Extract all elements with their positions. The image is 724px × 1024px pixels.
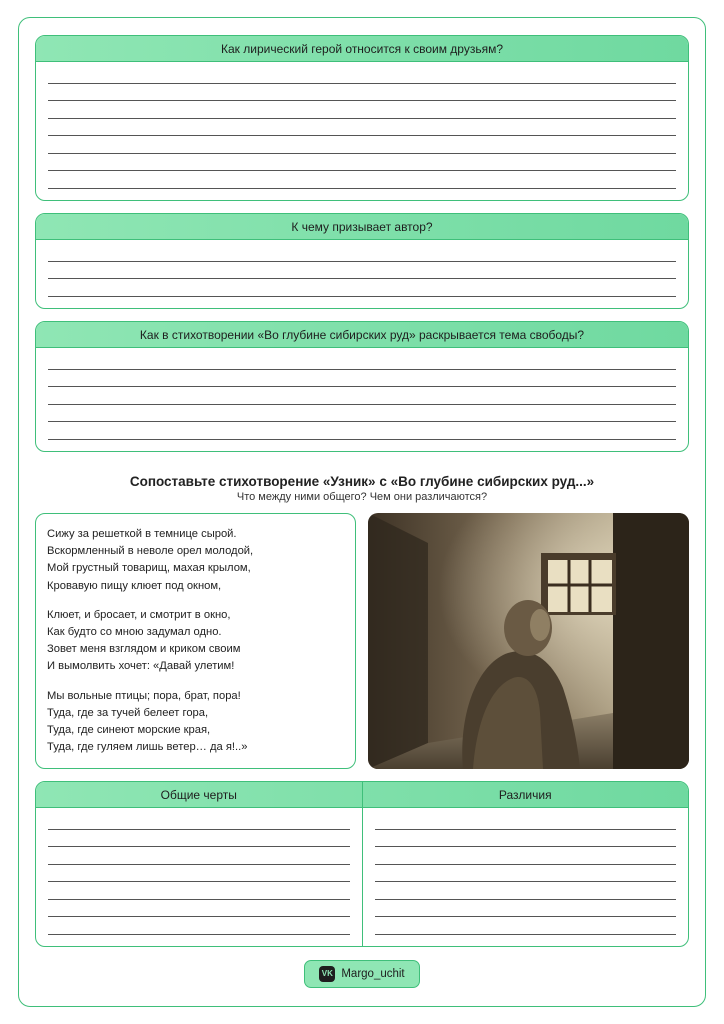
painting-illustration	[368, 513, 689, 769]
answer-line[interactable]	[48, 387, 676, 405]
poem-line: Туда, где за тучей белеет гора,	[47, 706, 209, 719]
answer-line[interactable]	[48, 66, 676, 84]
answer-line[interactable]	[48, 101, 676, 119]
question-title: Как лирический герой относится к своим друзьям?	[36, 36, 688, 62]
compare-title: Сопоставьте стихотворение «Узник» с «Во глубине сибирских руд...»	[129, 474, 595, 489]
poem-box	[35, 513, 356, 769]
question-box-2	[35, 213, 689, 309]
answer-line[interactable]	[48, 154, 676, 172]
author-tag[interactable]	[304, 960, 420, 988]
poem-line: Кровавую пищу клюет под окном,	[47, 579, 222, 592]
poem-line: И вымолвить хочет: «Давай улетим!	[47, 660, 235, 673]
answer-line[interactable]	[375, 830, 677, 848]
answer-line[interactable]	[48, 900, 350, 918]
poem-line: Вскормленный в неволе орел молодой,	[47, 545, 254, 558]
answer-line[interactable]	[375, 812, 677, 830]
answer-line[interactable]	[48, 136, 676, 154]
answer-line[interactable]	[48, 812, 350, 830]
poem-line: Зовет меня взглядом и криком своим	[47, 643, 241, 656]
table-body	[36, 808, 688, 946]
column-differences: Различия	[498, 788, 552, 802]
answer-line[interactable]	[48, 119, 676, 137]
answer-line[interactable]	[48, 352, 676, 370]
answer-line[interactable]	[48, 262, 676, 280]
answer-line[interactable]	[48, 882, 350, 900]
answer-line[interactable]	[375, 882, 677, 900]
compare-subtitle: Что между ними общего? Чем они различаются?	[236, 491, 488, 503]
question-box-3	[35, 321, 689, 452]
poem-stanza	[47, 607, 344, 676]
poem-line: Туда, где синеют морские края,	[47, 724, 211, 737]
answer-line[interactable]	[48, 171, 676, 189]
author-handle: Margo_uchit	[341, 968, 405, 980]
answer-line[interactable]	[48, 917, 350, 935]
answer-line[interactable]	[48, 847, 350, 865]
answer-line[interactable]	[375, 865, 677, 883]
poem-line: Как будто со мною задумал одно.	[47, 626, 222, 639]
poem-line: Клюет, и бросает, и смотрит в окно,	[47, 608, 231, 621]
answer-line[interactable]	[48, 865, 350, 883]
answer-line[interactable]	[48, 244, 676, 262]
answer-line[interactable]	[48, 370, 676, 388]
answer-lines[interactable]	[36, 240, 688, 297]
comparison-table	[35, 781, 689, 947]
answer-line[interactable]	[375, 847, 677, 865]
answer-line[interactable]	[48, 84, 676, 102]
answer-lines[interactable]	[36, 62, 688, 189]
answer-lines[interactable]	[36, 348, 688, 440]
answer-line[interactable]	[48, 279, 676, 297]
answer-line[interactable]	[48, 422, 676, 440]
poem-line: Туда, где гуляем лишь ветер… да я!..»	[47, 741, 248, 754]
answer-line[interactable]	[375, 900, 677, 918]
answer-line[interactable]	[48, 830, 350, 848]
answer-line[interactable]	[375, 917, 677, 935]
poem-stanza	[47, 688, 344, 757]
column-common: Общие черты	[36, 782, 363, 807]
poem-line: Мой грустный товарищ, махая крылом,	[47, 562, 251, 575]
prisoner-painting	[368, 513, 689, 769]
question-title: К чему призывает автор?	[36, 214, 688, 240]
poem-line: Мы вольные птицы; пора, брат, пора!	[47, 689, 241, 702]
table-header	[36, 782, 688, 808]
vk-icon: VK	[319, 966, 335, 982]
poem-line: Сижу за решеткой в темнице сырой.	[47, 528, 237, 540]
poem-stanza	[47, 526, 344, 595]
question-box-1	[35, 35, 689, 201]
answer-line[interactable]	[48, 405, 676, 423]
differences-answer-area[interactable]	[363, 808, 689, 946]
common-answer-area[interactable]	[36, 808, 363, 946]
question-title: Как в стихотворении «Во глубине сибирских руд» раскрывается тема свободы?	[36, 322, 688, 348]
